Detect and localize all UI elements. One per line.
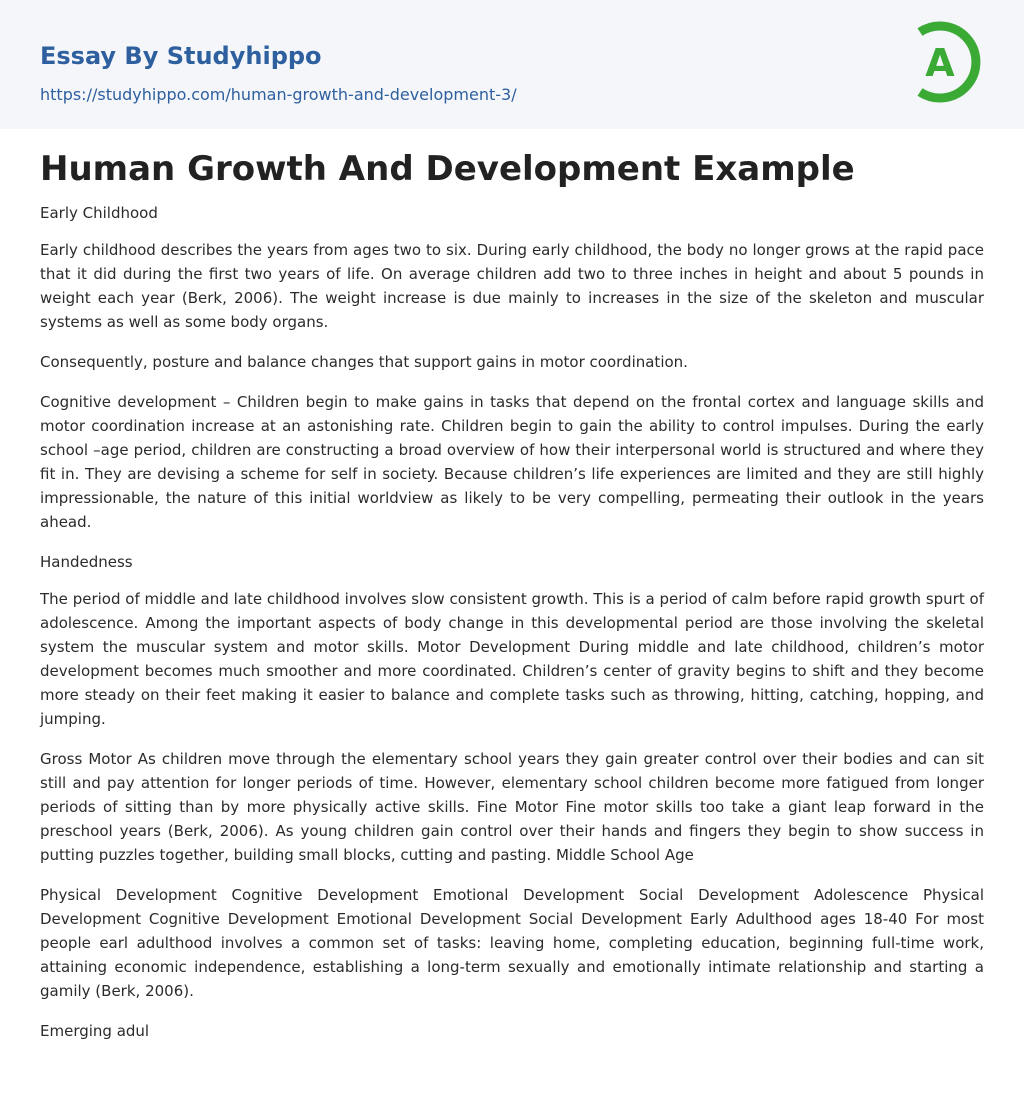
section-heading-emerging-adulthood: Emerging adul xyxy=(40,1022,150,1040)
section-heading-handedness: Handedness xyxy=(40,553,133,571)
paragraph: Consequently, posture and balance changes that support gains in motor coordination. xyxy=(40,353,688,371)
paragraph: The period of middle and late childhood involves slow consistent growth. This is a period of calm before rapid growth spurt of adolescence. Among the important aspects of body change in this developmental period are those involving the skeletal system the muscular system and motor skills. Motor Development During middle and late childhood, children’s motor development becomes much smoother and more coordinated. Children’s center of gravity begins to shift and they become more steady on their feet making it easier to balance and complete tasks such as throwing, hitting, catching, hopping, and jumping. xyxy=(40,590,984,728)
logo-letter: A xyxy=(925,41,955,85)
site-header xyxy=(0,0,1024,129)
logo-icon[interactable] xyxy=(910,18,988,106)
paragraph: Early childhood describes the years from ages two to six. During early childhood, the body no longer grows at the rapid pace that it did during the first two years of life. On average children add two to three inches in height and about 5 pounds in weight each year (Berk, 2006). The weight increase is due mainly to increases in the size of the skeleton and muscular systems as well as some body organs. xyxy=(40,241,984,331)
paragraph: Physical Development Cognitive Development Emotional Development Social Development Adolescence Physical Development Cognitive Development Emotional Development Social Development Early Adulthood ages 18-40 For most people earl adulthood involves a common set of tasks: leaving home, completing education, beginning full-time work, attaining economic independence, establishing a long-term sexually and emotionally intimate relationship and starting a gamily (Berk, 2006). xyxy=(40,886,984,1000)
brand-title[interactable]: Essay By Studyhippo xyxy=(40,42,322,70)
article-body xyxy=(0,147,1024,1043)
paragraph: Gross Motor As children move through the elementary school years they gain greater control over their bodies and can sit still and pay attention for longer periods of time. However, elementary school children become more fatigued from longer periods of sitting than by more physically active skills. Fine Motor Fine motor skills too take a giant leap forward in the preschool years (Berk, 2006). As young children gain control over their hands and fingers they begin to show success in putting puzzles together, building small blocks, cutting and pasting. Middle School Age xyxy=(40,750,984,864)
section-heading-early-childhood: Early Childhood xyxy=(40,204,158,222)
page-title: Human Growth And Development Example xyxy=(40,149,855,189)
paragraph: Cognitive development – Children begin to make gains in tasks that depend on the frontal cortex and language skills and motor coordination increase at an astonishing rate. Children begin to gain the ability to control impulses. During the early school –age period, children are constructing a broad overview of how their interpersonal world is structured and where they fit in. They are devising a scheme for self in society. Because children’s life experiences are limited and they are still highly impressionable, the nature of this initial worldview as likely to be very compelling, permeating their outlook in the years ahead. xyxy=(40,393,984,531)
source-url-link[interactable]: https://studyhippo.com/human-growth-and-development-3/ xyxy=(40,85,517,104)
